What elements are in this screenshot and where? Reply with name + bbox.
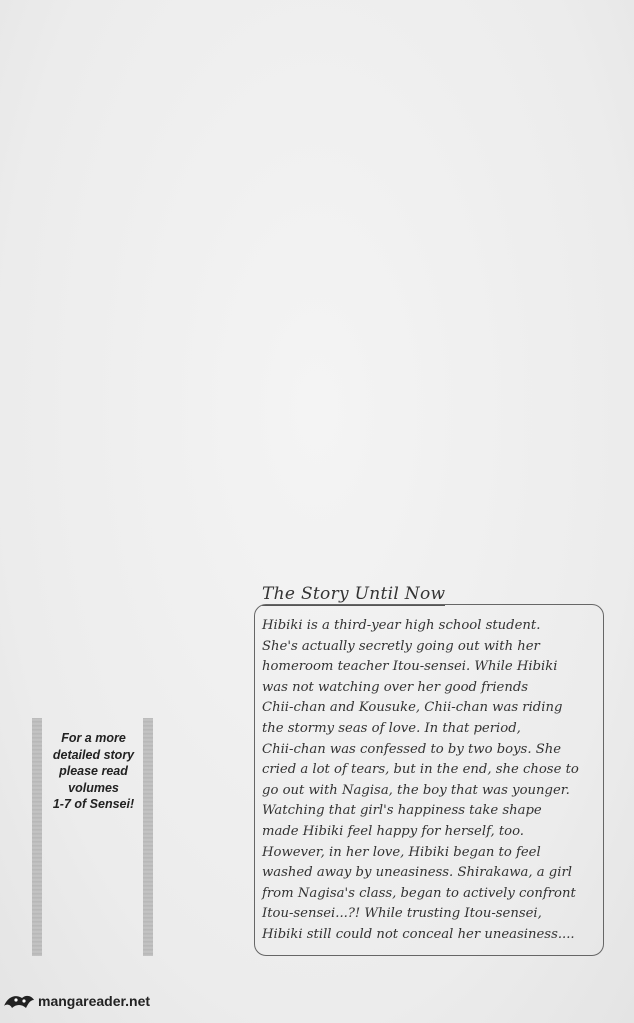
side-note-line: 1-7 of Sensei! (52, 797, 135, 811)
story-line: go out with Nagisa, the boy that was younger. (262, 782, 570, 798)
mangareader-logo-icon (2, 990, 36, 1012)
story-line: Chii-chan and Kousuke, Chii-chan was riding (262, 700, 563, 716)
side-bar-left (32, 718, 42, 956)
story-text (262, 616, 602, 946)
story-line: However, in her love, Hibiki began to feel (262, 844, 541, 860)
story-line: cried a lot of tears, but in the end, she chose to (262, 762, 579, 778)
story-line: made Hibiki feel happy for herself, too. (262, 823, 525, 839)
story-line: Hibiki still could not conceal her uneasiness.... (262, 926, 575, 942)
story-line: Chii-chan was confessed to by two boys. She (262, 741, 562, 757)
story-line: Watching that girl's happiness take shape (262, 803, 542, 819)
story-line: the stormy seas of love. In that period, (262, 720, 521, 736)
side-note-line: detailed story (52, 747, 135, 762)
watermark (2, 990, 150, 1012)
story-line: Itou-sensei...?! While trusting Itou-sensei, (262, 906, 542, 922)
story-line: from Nagisa's class, began to actively confront (262, 885, 576, 901)
watermark-text: mangareader.net (38, 993, 151, 1009)
side-note-line: volumes (68, 780, 119, 795)
story-line: Hibiki is a third-year high school student. (262, 618, 541, 633)
story-line: was not watching over her good friends (262, 679, 529, 695)
story-line: She's actually secretly going out with her (262, 638, 540, 654)
story-line: homeroom teacher Itou-sensei. While Hibiki (262, 659, 558, 675)
story-title: The Story Until Now (262, 584, 446, 604)
side-note-line: please read (59, 764, 128, 778)
side-bar-right (143, 718, 153, 956)
story-line: washed away by uneasiness. Shirakawa, a girl (262, 865, 572, 881)
side-note-line: For a more (61, 731, 126, 745)
side-note (44, 730, 143, 813)
